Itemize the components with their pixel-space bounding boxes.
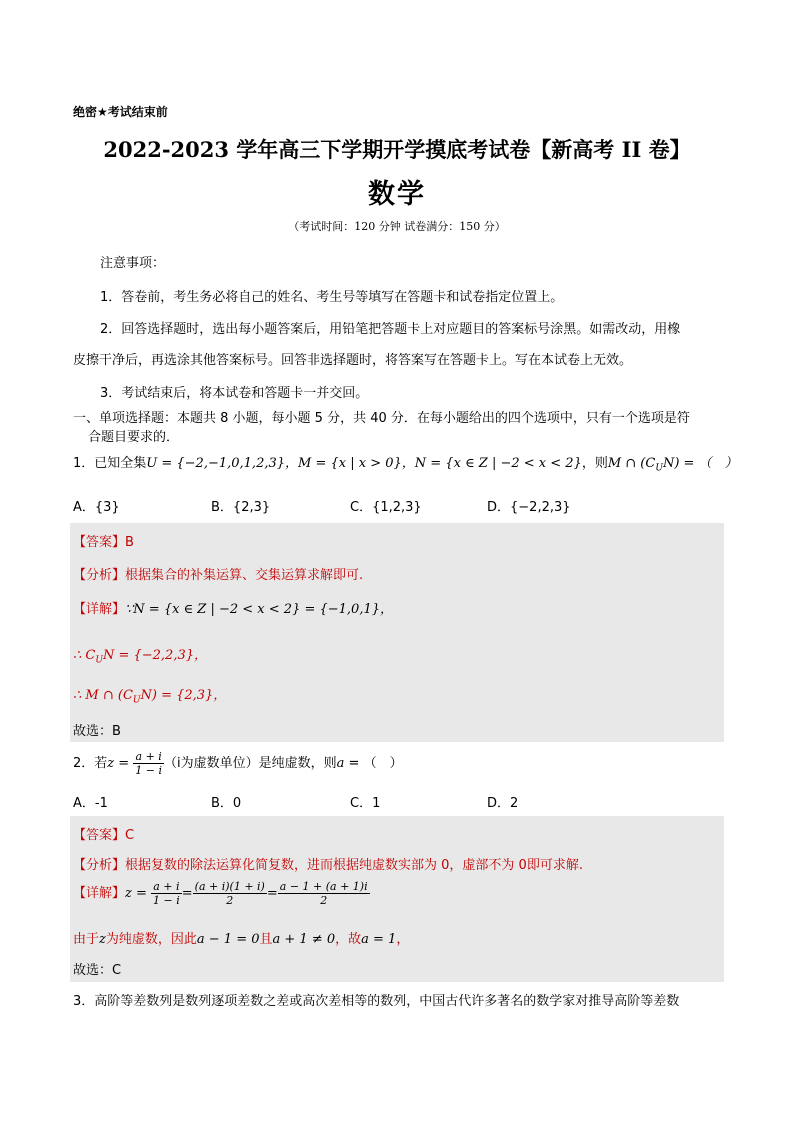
q1-answer-value: B <box>125 535 134 550</box>
exam-info: （考试时间：120 分钟 试卷满分：150 分） <box>288 220 506 233</box>
note-item-2-cont: 皮擦干净后，再选涂其他答案标号。回答非选择题时，将答案写在答题卡上。写在本试卷上无效。 <box>73 353 633 368</box>
q2-detail-frac-1 <box>151 880 182 907</box>
q2-frac-num: a + i <box>133 750 164 764</box>
q2-d-f1-den: 1 − i <box>153 894 180 907</box>
q2-rest: （i为虚数单位）是纯虚数，则 <box>164 756 337 771</box>
q2-frac-den: 1 − i <box>135 764 163 777</box>
q2-option-d: D．2 <box>487 796 519 811</box>
q2-answer <box>73 824 134 843</box>
q2-a: a <box>336 756 345 771</box>
q2-option-c: C．1 <box>350 796 381 811</box>
q1-analysis-label: 【分析】 <box>73 568 126 583</box>
q1-option-d: D．{−2,2,3} <box>487 500 571 515</box>
q1-detail-label: 【详解】 <box>73 602 126 617</box>
q1-detail-text: ∵N = {x ∈ Z | −2 < x < 2} = {−1,0,1}， <box>125 602 394 617</box>
q2-option-b: B．0 <box>211 796 242 811</box>
section-heading-cont: 合题目要求的． <box>88 430 180 445</box>
subject-title: 数学 <box>368 179 426 210</box>
q1-step1-text: ∴ C <box>73 648 96 663</box>
q1-option-c: C．{1,2,3} <box>350 500 422 515</box>
notes-heading: 注意事项： <box>100 256 166 271</box>
q1-expr-end: N) = （ ） <box>662 456 738 471</box>
q2-fraction <box>133 750 164 777</box>
q2-choose: 故选：C <box>73 963 122 978</box>
q2-cond-comma: ， <box>396 932 410 947</box>
q1-answer <box>73 531 134 550</box>
q2-d-f2-den: 2 <box>226 894 234 907</box>
q2-cond-z: z <box>99 932 106 947</box>
q1-step2-end: N) = {2,3}， <box>140 688 227 703</box>
q2-answer-value: C <box>125 828 135 843</box>
q1-analysis <box>73 564 363 583</box>
question-3: 3．高阶等差数列是数列逐项差数之差或高次差相等的数列，中国古代许多著名的数学家对推导高阶等差数 <box>73 994 680 1009</box>
q2-z: z = <box>107 756 130 771</box>
exam-title: 2022-2023 学年高三下学期开学摸底考试卷【新高考 II 卷】 <box>103 137 691 162</box>
q2-cond-res: a = 1 <box>361 932 397 947</box>
q2-prefix: 2．若 <box>73 756 108 771</box>
q2-d-eq2: = <box>266 886 278 901</box>
q2-cond-end: ，故 <box>335 932 362 947</box>
q1-step-2 <box>73 684 226 706</box>
note-item-1: 1．答卷前，考生务必将自己的姓名、考生号等填写在答题卡和试卷指定位置上。 <box>100 290 564 305</box>
question-2 <box>73 750 403 777</box>
q1-step1-end: N = {−2,2,3}， <box>102 648 207 663</box>
q2-analysis-label: 【分析】 <box>73 858 126 873</box>
q2-cond-pre: 由于 <box>73 932 100 947</box>
q1-answer-block <box>70 523 724 742</box>
q1-expr: M ∩ (C <box>607 456 656 471</box>
q2-analysis <box>73 854 583 873</box>
q2-d-eq1: = <box>181 886 193 901</box>
section-heading: 一、单项选择题：本题共 8 小题，每小题 5 分，共 40 分．在每小题给出的四个选项中，只有一个选项是符 <box>73 411 690 426</box>
secret-mark: 绝密★考试结束前 <box>73 105 168 119</box>
q1-step2-text: ∴ M ∩ (C <box>73 688 133 703</box>
q1-option-b: B．{2,3} <box>211 500 271 515</box>
q1-option-a: A．{3} <box>73 500 120 515</box>
q1-answer-label: 【答案】 <box>73 535 126 550</box>
q1-step-1 <box>73 644 207 666</box>
q1-set-u: U = {−2,−1,0,1,2,3} <box>146 456 286 471</box>
q1-ask: ，则 <box>581 456 608 471</box>
q1-detail <box>73 598 393 617</box>
q2-analysis-text: 根据复数的除法运算化简复数，进而根据纯虚数实部为 0，虚部不为 0即可求解. <box>125 858 583 873</box>
q1-expr-sub: U <box>655 463 663 474</box>
q2-d-f3-den: 2 <box>320 894 328 907</box>
note-item-2: 2．回答选择题时，选出每小题答案后，用铅笔把答题卡上对应题目的答案标号涂黑。如需改动，用橡 <box>100 322 681 337</box>
q2-cond-e2: a + 1 ≠ 0 <box>272 932 336 947</box>
q1-prefix: 1．已知全集 <box>73 456 147 471</box>
q2-end: = （ ） <box>344 756 403 771</box>
q2-answer-label: 【答案】 <box>73 828 126 843</box>
note-item-3: 3．考试结束后，将本试卷和答题卡一并交回。 <box>100 386 369 401</box>
q1-analysis-text: 根据集合的补集运算、交集运算求解即可. <box>125 568 364 583</box>
q2-d-f2-num: (a + i)(1 + i) <box>194 880 265 893</box>
q2-cond-mid: 为纯虚数，因此 <box>105 932 197 947</box>
q1-set-m: ，M = {x | x > 0} <box>285 456 402 471</box>
q1-step2-sub: U <box>132 695 141 706</box>
q2-cond-e1: a − 1 = 0 <box>196 932 260 947</box>
q2-cond-and: 且 <box>259 932 273 947</box>
q2-d-f1-num: a + i <box>151 880 182 894</box>
q2-detail-frac-2 <box>193 880 267 907</box>
q1-step1-sub: U <box>95 655 103 666</box>
q2-detail <box>73 880 370 907</box>
q2-detail-label: 【详解】 <box>73 886 126 901</box>
q2-detail-z: z = <box>125 886 147 901</box>
q2-condition <box>73 928 409 947</box>
question-1 <box>73 452 738 474</box>
q2-option-a: A．-1 <box>73 796 108 811</box>
q2-detail-frac-3 <box>278 880 370 907</box>
q2-d-f3-num: a − 1 + (a + 1)i <box>279 880 368 893</box>
q1-choose: 故选：B <box>73 724 121 739</box>
q1-set-n: ，N = {x ∈ Z | −2 < x < 2} <box>401 456 582 471</box>
